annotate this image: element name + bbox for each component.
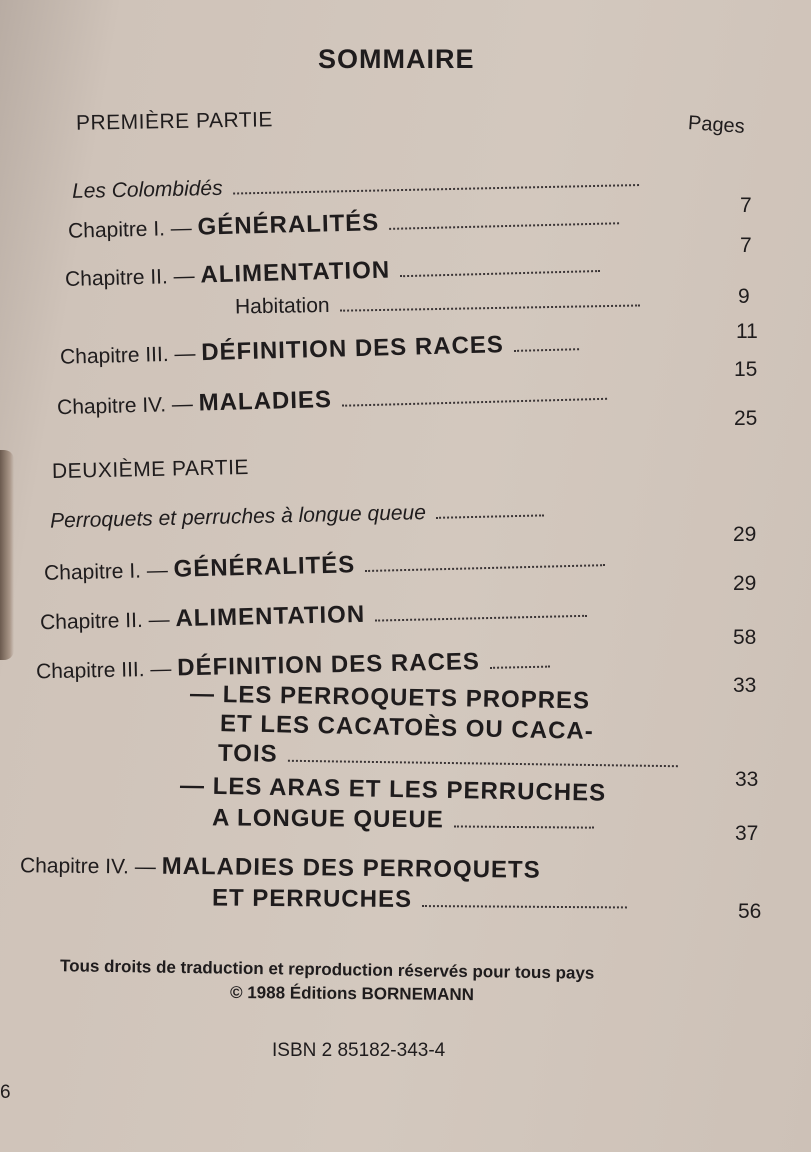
- leader-dots: [365, 562, 605, 572]
- chapter-title: DÉFINITION DES RACES: [176, 648, 481, 682]
- chapter-title: ET PERRUCHES: [211, 884, 413, 913]
- toc-entry-p2-ch3-sub2[interactable]: [180, 772, 607, 807]
- leader-dots: [514, 346, 579, 352]
- toc-entry-p2-ch1[interactable]: [44, 545, 606, 587]
- toc-entry-p1-ch4[interactable]: [57, 379, 608, 421]
- chapter-title: ALIMENTATION: [200, 256, 391, 289]
- chapter-title: MALADIES: [198, 386, 333, 417]
- chapter-prefix: Chapitre I. —: [43, 558, 169, 585]
- leader-dots: [400, 268, 600, 277]
- part2-heading: DEUXIÈME PARTIE: [51, 455, 250, 484]
- toc-entry-colombides[interactable]: [72, 168, 639, 204]
- toc-entry-p2-ch4[interactable]: [20, 851, 541, 884]
- page-number: 15: [734, 358, 758, 381]
- leader-dots: [375, 613, 587, 622]
- leader-dots: [342, 396, 607, 407]
- isbn: ISBN 2 85182-343-4: [272, 1040, 446, 1061]
- leader-dots: [233, 182, 639, 195]
- page-number: 29: [733, 523, 757, 546]
- chapter-prefix: Chapitre I. —: [67, 216, 193, 243]
- chapter-prefix: Chapitre II. —: [39, 608, 170, 635]
- page-edge-shadow: [0, 450, 14, 660]
- page-number: 9: [738, 285, 750, 308]
- chapter-title: GÉNÉRALITÉS: [173, 551, 356, 583]
- entry-text: Habitation: [234, 293, 330, 319]
- leader-dots: [389, 220, 619, 230]
- chapter-prefix: Chapitre III. —: [35, 657, 172, 684]
- page-number: 33: [733, 674, 757, 697]
- copyright-notice: © 1988 Éditions BORNEMANN: [229, 982, 475, 1005]
- entry-text: Les Colombidés: [71, 176, 223, 203]
- chapter-title: ALIMENTATION: [175, 600, 366, 633]
- page-number: 37: [735, 822, 759, 845]
- page-number: 25: [734, 407, 758, 430]
- chapter-prefix: Chapitre IV. —: [56, 392, 194, 420]
- leader-dots: [340, 302, 640, 311]
- chapter-prefix: Chapitre II. —: [64, 264, 195, 292]
- part1-heading: PREMIÈRE PARTIE: [75, 108, 274, 135]
- page-number: 7: [740, 194, 752, 217]
- chapter-prefix: Chapitre III. —: [59, 342, 196, 369]
- page-number: 11: [736, 320, 758, 343]
- page-number: 56: [738, 900, 762, 923]
- toc-entry-p2-ch3-sub2-line2: [212, 804, 594, 835]
- entry-text: — LES ARAS ET LES PERRUCHES: [179, 772, 607, 807]
- folio: 6: [0, 1082, 11, 1103]
- toc-entry-p1-ch2[interactable]: [65, 251, 601, 293]
- toc-entry-p2-ch4-line2: [212, 885, 627, 916]
- chapter-prefix: Chapitre IV. —: [19, 854, 156, 879]
- page-number: 7: [740, 234, 752, 257]
- leader-dots: [422, 903, 627, 908]
- leader-dots: [436, 512, 544, 518]
- toc-entry-p2-ch3[interactable]: [36, 647, 550, 686]
- toc-entry-p1-ch3[interactable]: [60, 329, 579, 371]
- toc-entry-p2-ch3-sub1-line3: [218, 740, 678, 774]
- entry-text: Perroquets et perruches à longue queue: [49, 501, 427, 533]
- page-number: 33: [735, 768, 759, 791]
- toc-entry-p2-ch2[interactable]: [40, 596, 588, 636]
- page-number: 58: [733, 626, 757, 649]
- entry-text: — LES PERROQUETS PROPRES: [189, 680, 591, 715]
- page-title: SOMMAIRE: [318, 44, 475, 74]
- rights-notice: Tous droits de traduction et reproduction réservés pour tous pays: [59, 956, 595, 983]
- chapter-title: GÉNÉRALITÉS: [197, 209, 380, 241]
- entry-text: ET LES CACATOÈS OU CACA-: [219, 710, 595, 745]
- toc-entry-perroquets[interactable]: [50, 498, 544, 533]
- entry-text: TOIS: [217, 739, 278, 768]
- entry-text: A LONGUE QUEUE: [211, 804, 444, 834]
- leader-dots: [454, 823, 594, 828]
- leader-dots: [287, 758, 677, 767]
- chapter-title: MALADIES DES PERROQUETS: [161, 852, 541, 884]
- pages-column-label: Pages: [687, 112, 746, 138]
- chapter-title: DÉFINITION DES RACES: [200, 331, 505, 367]
- page-number: 29: [733, 572, 757, 595]
- leader-dots: [490, 664, 550, 669]
- toc-entry-p1-ch2-sub[interactable]: [235, 288, 640, 319]
- toc-entry-p1-ch1[interactable]: [68, 203, 620, 244]
